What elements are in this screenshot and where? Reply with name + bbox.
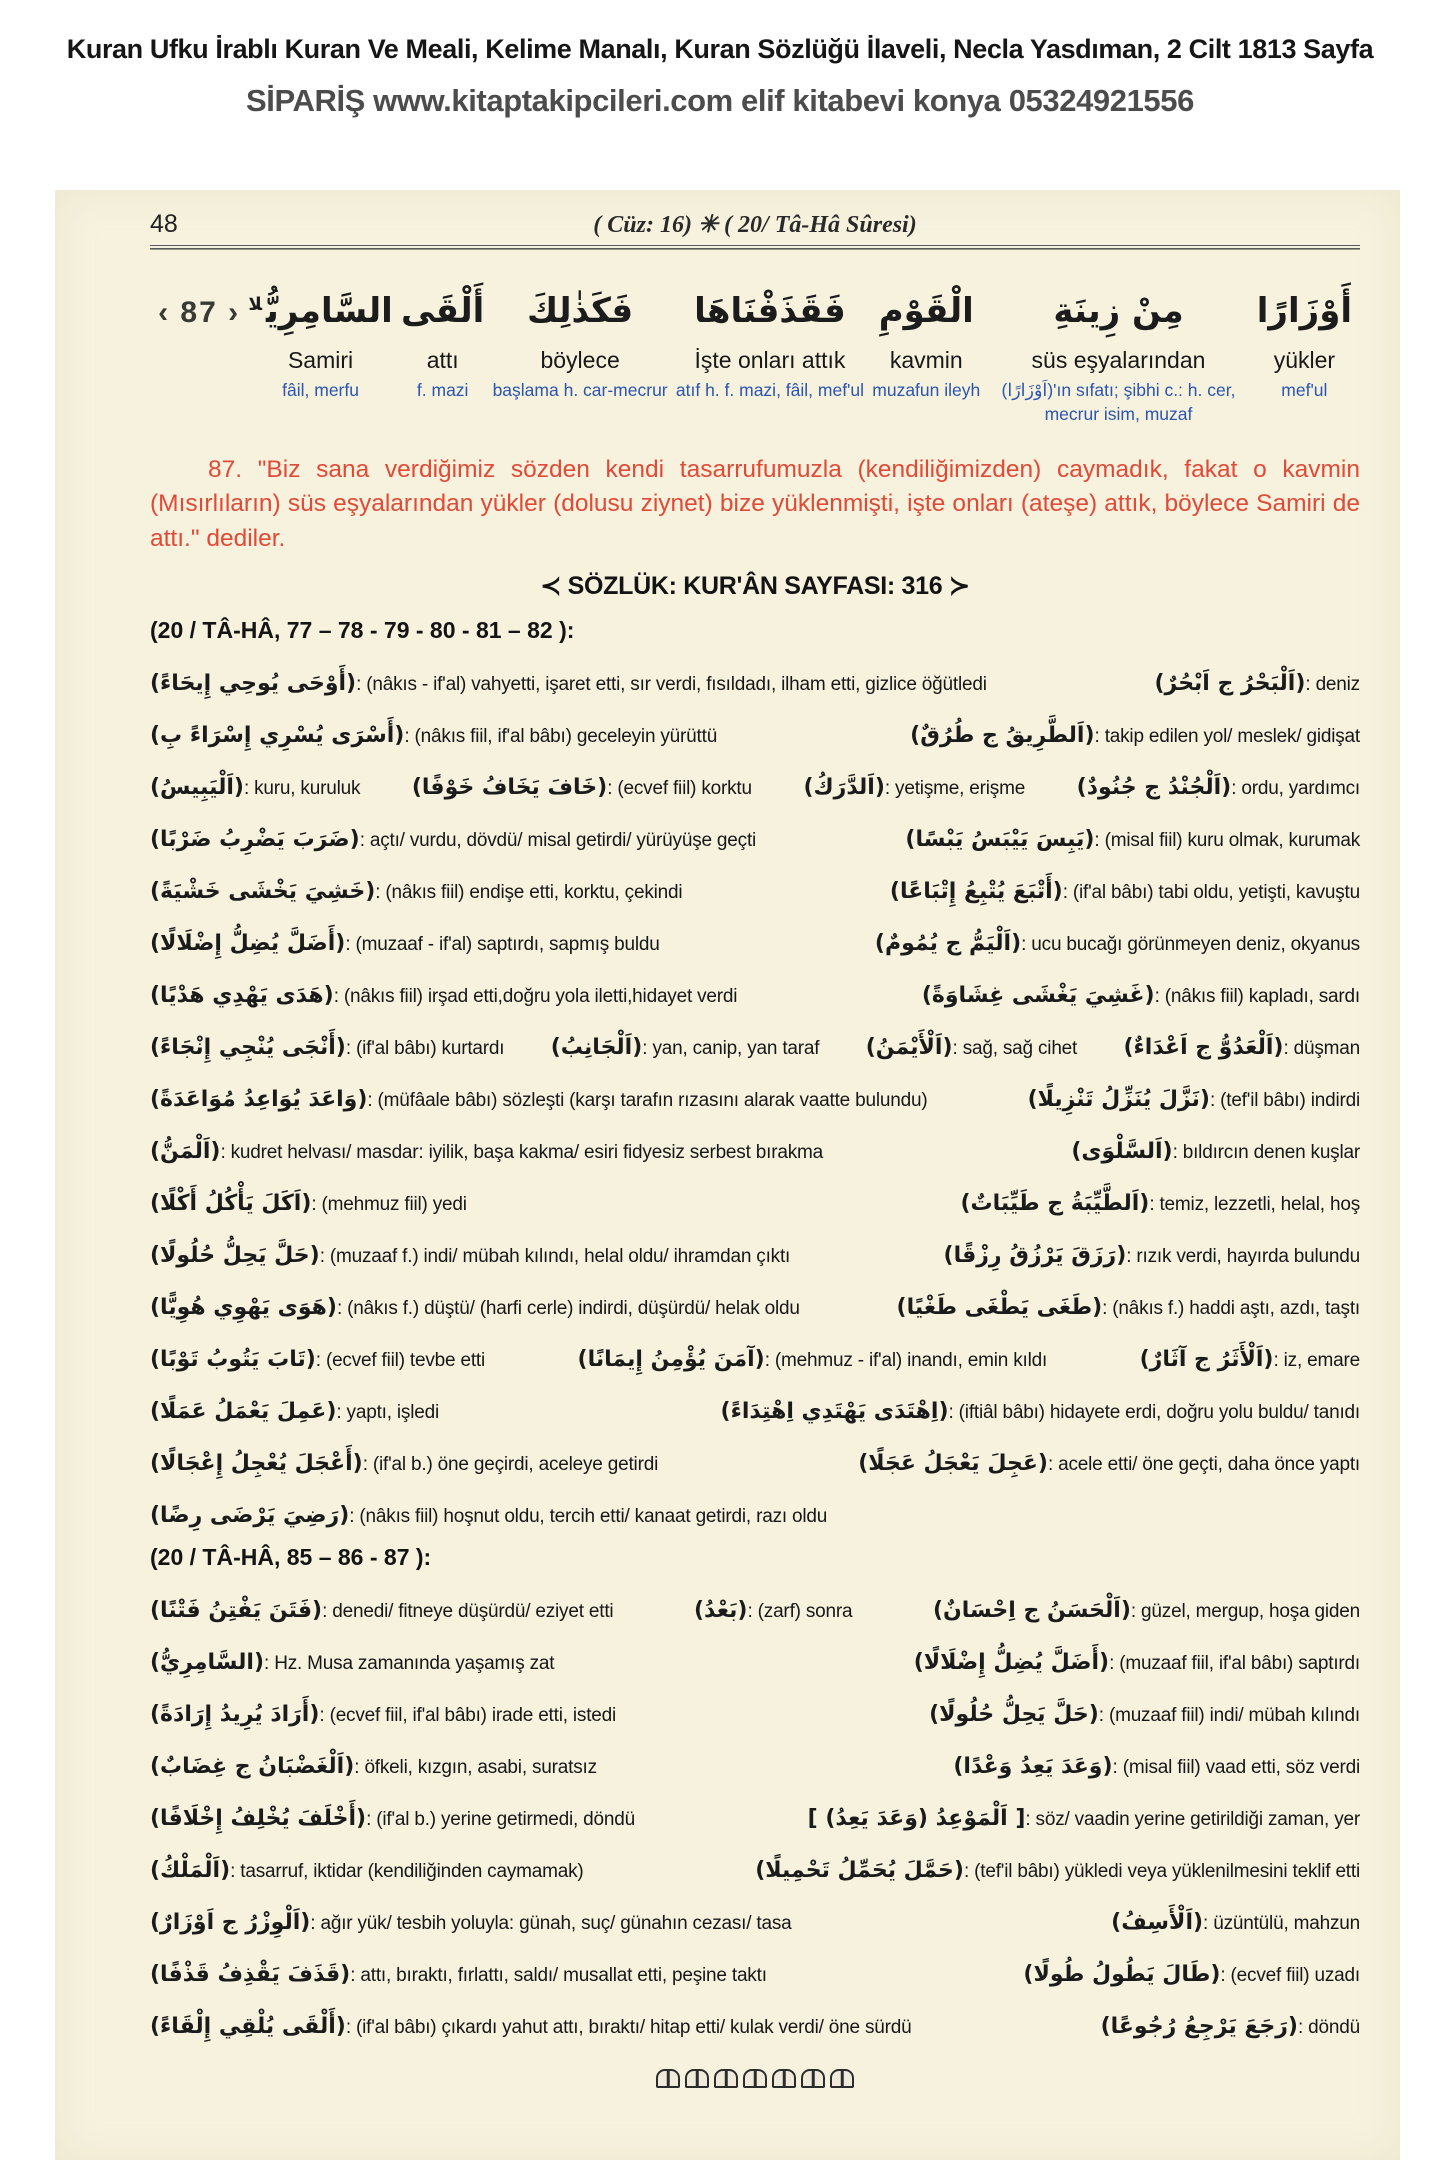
turkish-meaning: : söz/ vaadin yerine getirildiği zaman, yer xyxy=(1025,1809,1360,1831)
dictionary-entry xyxy=(1028,1087,1360,1112)
turkish-meaning: : (if'al b.) öne geçirdi, aceleye getirdi xyxy=(362,1454,659,1476)
turkish-meaning: : (tef'il bâbı) indirdi xyxy=(1209,1090,1360,1112)
dictionary-entry xyxy=(858,1451,1360,1476)
dictionary-line xyxy=(150,1754,1360,1779)
dictionary-line xyxy=(150,931,1360,956)
turkish-meaning: : (müfâale bâbı) sözleşti (karşı tarafın rızasını alarak vaatte bulundu) xyxy=(367,1090,928,1112)
turkish-meaning: : Hz. Musa zamanında yaşamış zat xyxy=(264,1653,555,1675)
dictionary-line xyxy=(150,1399,1360,1424)
top-banner xyxy=(0,0,1440,119)
turkish-meaning: : (if'al bâbı) çıkardı yahut attı, bıraktı/ hitap etti/ kulak verdi/ öne sürdü xyxy=(345,2017,912,2039)
open-book-icon xyxy=(656,2069,680,2088)
footer-ornaments xyxy=(150,2069,1360,2088)
dictionary-line xyxy=(150,1347,1360,1372)
arabic-term: (أَضَلَّ يُضِلُّ إِضْلَالًا) xyxy=(913,1650,1110,1676)
dictionary-entry xyxy=(150,1347,485,1372)
turkish-meaning: : düşman xyxy=(1283,1038,1360,1060)
arabic-term: (هَدَى يَهْدِي هَدْيًا) xyxy=(150,983,334,1009)
dictionary-entry xyxy=(150,1035,504,1060)
arabic-term: (قَذَفَ يَقْذِفُ قَذْفًا) xyxy=(150,1962,351,1988)
turkish-meaning: : (muzaaf fiil) indi/ mübah kılındı xyxy=(1098,1705,1360,1727)
dictionary-entry xyxy=(897,1295,1360,1320)
dictionary-entry xyxy=(1123,1035,1360,1060)
arabic-term: (أَلْقَى يُلْقِي إِلْقَاءً) xyxy=(150,2014,346,2040)
dictionary-entry xyxy=(960,1191,1360,1216)
turkish-meaning: : yetişme, erişme xyxy=(884,778,1026,800)
dictionary-line xyxy=(150,775,1360,800)
arabic-term: (أَضَلَّ يُضِلُّ إِضْلَالًا) xyxy=(150,931,346,957)
dictionary-entry xyxy=(150,1806,635,1831)
dictionary-entry xyxy=(721,1399,1360,1424)
dictionary-entry xyxy=(933,1598,1360,1623)
dictionary-line xyxy=(150,879,1360,904)
turkish-meaning: : ordu, yardımcı xyxy=(1231,778,1360,800)
dictionary-entry xyxy=(150,1858,584,1883)
dictionary-entry xyxy=(150,931,660,956)
arabic-word: السَّامِرِيُّ$^{لا}$ xyxy=(248,291,393,331)
arabic-term: (اَلْمَلْكُ) xyxy=(150,1858,231,1884)
dictionary-entry xyxy=(944,1243,1360,1268)
dictionary-entry xyxy=(150,983,737,1008)
order-info-line: SİPARİŞ www.kitaptakipcileri.com elif kitabevi konya 05324921556 xyxy=(246,83,1194,118)
turkish-meaning: : (zarf) sonra xyxy=(747,1601,853,1623)
turkish-meaning: : denedi/ fitneye düşürdü/ eziyet etti xyxy=(322,1601,614,1623)
dictionary-entry xyxy=(953,1754,1360,1779)
header-rule xyxy=(150,245,1360,250)
page-number: 48 xyxy=(150,210,178,238)
turkish-meaning: : yan, canip, yan taraf xyxy=(642,1038,820,1060)
word-meaning: İşte onları attık xyxy=(694,347,846,373)
page-header-title: ( Cüz: 16) ✳ ( 20/ Tâ-Hâ Sûresi) xyxy=(593,212,917,238)
verse-number-marker: ‹ 87 › xyxy=(158,296,241,329)
arabic-word: الْقَوْمِ xyxy=(878,291,974,331)
turkish-meaning: : (ecvef fiil) tevbe etti xyxy=(315,1350,486,1372)
arabic-term: (رَزَقَ يَرْزُقُ رِزْقًا) xyxy=(943,1243,1127,1269)
arabic-term: (طَغَى يَطْغَى طَغْيًا) xyxy=(896,1295,1103,1321)
dictionary-entry xyxy=(914,1650,1360,1675)
arabic-term: (اَلْأَسِفُ) xyxy=(1111,1910,1204,1936)
dictionary-line xyxy=(150,671,1360,696)
verse-word-column xyxy=(676,286,864,403)
dictionary-line xyxy=(150,1035,1360,1060)
dictionary-entry xyxy=(1140,1347,1360,1372)
arabic-term: (عَجِلَ يَعْجَلُ عَجَلًا) xyxy=(858,1451,1048,1477)
arabic-term: (تَابَ يَتُوبُ تَوْبًا) xyxy=(150,1347,316,1373)
dictionary-entry xyxy=(150,1139,823,1164)
dictionary-entry xyxy=(150,1087,927,1112)
open-book-icon xyxy=(685,2069,709,2088)
turkish-meaning: : (muzaaf f.) indi/ mübah kılındı, helal oldu/ ihramdan çıktı xyxy=(319,1246,791,1268)
turkish-meaning: : (iftiâl bâbı) hidayete erdi, doğru yolu buldu/ tanıdı xyxy=(948,1402,1360,1424)
book-title: Kuran Ufku İrablı Kuran Ve Meali, Kelime Manalı, Kuran Sözlüğü İlaveli, Necla Yasdıman, 2 Cilt 1813 Sayfa xyxy=(66,34,1374,64)
grammar-note: muzafun ileyh xyxy=(872,380,981,401)
arabic-term: [ اَلْمَوْعِدُ (وَعَدَ يَعِدُ) ] xyxy=(807,1806,1026,1832)
word-meaning: yükler xyxy=(1273,347,1336,373)
dictionary-entry xyxy=(150,2014,912,2039)
dictionary-entry xyxy=(694,1598,852,1623)
grammar-note: başlama h. car-mecrur xyxy=(492,380,668,401)
grammar-note: (اَوْزَارًا)'ın sıfatı; şibhi c.: h. cer, mecrur isim, muzaf xyxy=(1001,380,1236,425)
turkish-meaning: : attı, bıraktı, fırlattı, saldı/ musallat etti, peşine taktı xyxy=(350,1965,767,1987)
dictionary-entry xyxy=(150,1598,613,1623)
open-book-icon xyxy=(772,2069,796,2088)
dictionary-entry xyxy=(1101,2014,1360,2039)
turkish-meaning: : (nâkıs fiil) irşad etti,doğru yola iletti,hidayet verdi xyxy=(333,986,738,1008)
arabic-term: (اَلْحَسَنُ ج اِحْسَانٌ) xyxy=(932,1598,1131,1624)
dictionary-entry xyxy=(150,1910,792,1935)
turkish-meaning: : kudret helvası/ masdar: iyilik, başa kakma/ esiri fidyesiz serbest bırakma xyxy=(220,1142,823,1164)
dictionary-entry xyxy=(150,671,987,696)
dictionary-entry xyxy=(150,1243,790,1268)
arabic-term: (اَلدَّرَكُ) xyxy=(803,775,885,801)
dictionary-entry xyxy=(150,879,682,904)
arabic-term: (غَشِيَ يَغْشَى غِشَاوَةً) xyxy=(921,983,1155,1009)
turkish-meaning: : iz, emare xyxy=(1273,1350,1360,1372)
arabic-term: (أَرَادَ يُرِيدُ إِرَادَةً) xyxy=(150,1702,320,1728)
turkish-meaning: : tasarruf, iktidar (kendiliğinden caymamak) xyxy=(230,1861,584,1883)
arabic-term: (اَلْيَمُّ ج يُمُومٌ) xyxy=(874,931,1022,957)
dictionary-entry xyxy=(150,1399,439,1424)
dictionary-entry xyxy=(412,775,752,800)
turkish-meaning: : ucu bucağı görünmeyen deniz, okyanus xyxy=(1021,934,1360,956)
dictionary-entry xyxy=(150,1451,658,1476)
dictionary-entry xyxy=(150,1702,616,1727)
turkish-meaning: : (mehmuz fiil) yedi xyxy=(311,1194,467,1216)
dictionary-entry xyxy=(150,723,717,748)
turkish-meaning: : acele etti/ öne geçti, daha önce yaptı xyxy=(1047,1454,1360,1476)
turkish-meaning: : kuru, kuruluk xyxy=(243,778,361,800)
dictionary-line xyxy=(150,723,1360,748)
dictionary-line xyxy=(150,2014,1360,2039)
dictionary-entry xyxy=(1023,1962,1360,1987)
dictionary-entry xyxy=(905,827,1360,852)
dictionary-entry xyxy=(150,1754,597,1779)
book-page-scan xyxy=(55,190,1400,2160)
arabic-term: (يَبِسَ يَيْبَسُ يَبْسًا) xyxy=(905,827,1095,853)
arabic-term: (اَلْغَضْبَانُ ج غِضَابٌ) xyxy=(150,1754,355,1780)
arabic-term: (اَلْوِزْرُ ج اَوْزَارٌ) xyxy=(150,1910,311,1936)
turkish-meaning: : sağ, sağ cihet xyxy=(952,1038,1078,1060)
grammar-note: fâil, merfu xyxy=(282,380,359,401)
arabic-term: (اَلْأَثَرُ ج آثَارٌ) xyxy=(1139,1347,1274,1373)
turkish-meaning: : ağır yük/ tesbih yoluyla: günah, suç/ günahın cezası/ tasa xyxy=(310,1913,792,1935)
page-header xyxy=(150,210,1360,239)
word-meaning: böylece xyxy=(540,347,620,373)
arabic-word: أَلْقَى xyxy=(401,291,485,331)
turkish-meaning: : rızık verdi, hayırda bulundu xyxy=(1126,1246,1360,1268)
dictionary-entry xyxy=(578,1347,1048,1372)
turkish-meaning: : yaptı, işledi xyxy=(336,1402,439,1424)
dictionary-line xyxy=(150,1191,1360,1216)
dictionary-entry xyxy=(755,1858,1360,1883)
dictionary-entry xyxy=(929,1702,1360,1727)
arabic-term: (السَّامِرِيُّ) xyxy=(150,1650,265,1676)
verse-word-column xyxy=(493,286,668,403)
grammar-note: mef'ul xyxy=(1281,380,1328,401)
arabic-term: (عَمِلَ يَعْمَلُ عَمَلًا) xyxy=(150,1399,337,1425)
dictionary-line xyxy=(150,1243,1360,1268)
turkish-meaning: : (nâkıs - if'al) vahyetti, işaret etti, sır verdi, fısıldadı, ilham etti, gizlice öğütledi xyxy=(356,674,987,696)
arabic-stop-mark: لا xyxy=(248,293,263,315)
arabic-term: (طَالَ يَطُولُ طُولًا) xyxy=(1023,1962,1221,1988)
turkish-meaning: : (if'al bâbı) kurtardı xyxy=(345,1038,505,1060)
dictionary-body xyxy=(150,617,1360,2039)
turkish-meaning: : (nâkıs fiil, if'al bâbı) geceleyin yürüttü xyxy=(404,726,718,748)
arabic-term: (اَلطَّرِيقُ ج طُرُقٌ) xyxy=(910,723,1095,749)
arabic-term: (وَعَدَ يَعِدُ وَعْدًا) xyxy=(953,1754,1113,1780)
arabic-term: (بَعْدُ) xyxy=(693,1598,748,1624)
turkish-meaning: : (ecvef fiil, if'al bâbı) irade etti, istedi xyxy=(319,1705,617,1727)
verse-word-column xyxy=(401,286,484,403)
dictionary-entry xyxy=(150,827,756,852)
dictionary-line xyxy=(150,1598,1360,1623)
turkish-meaning: : bıldırcın denen kuşlar xyxy=(1172,1142,1360,1164)
verse-word-row xyxy=(150,286,1360,427)
dictionary-line xyxy=(150,827,1360,852)
dictionary-entry xyxy=(150,1191,467,1216)
arabic-term: (أَوْحَى يُوحِي إِيحَاءً) xyxy=(150,671,357,697)
dictionary-entry xyxy=(150,1650,554,1675)
arabic-term: (اَلسَّلْوَى) xyxy=(1071,1139,1173,1165)
turkish-meaning: : (if'al b.) yerine getirmedi, döndü xyxy=(366,1809,635,1831)
turkish-meaning: : (muzaaf - if'al) saptırdı, sapmış buldu xyxy=(345,934,660,956)
turkish-meaning: : (misal fiil) kuru olmak, kurumak xyxy=(1094,830,1360,852)
dictionary-line xyxy=(150,1087,1360,1112)
turkish-meaning: : (ecvef fiil) korktu xyxy=(607,778,752,800)
arabic-word: فَقَذَفْنَاهَا xyxy=(694,291,846,331)
verse-translation-red: 87. "Biz sana verdiğimiz sözden kendi tasarrufumuzla (kendiliğimizden) caymadık, fakat o kavmin (Mısırlıların) süs eşyalarından yükler (dolusu ziynet) bize yüklenmişti, işte onları (ateşe) attık, böylece Samiri de attı." dediler. xyxy=(150,455,1360,553)
arabic-word: فَكَذٰلِكَ xyxy=(527,291,634,331)
arabic-term: (اَلْجُنْدُ ج جُنُودٌ) xyxy=(1076,775,1232,801)
dictionary-entry xyxy=(910,723,1360,748)
arabic-word: أَوْزَارًا xyxy=(1256,291,1352,331)
turkish-meaning: : (muzaaf fiil, if'al bâbı) saptırdı xyxy=(1109,1653,1360,1675)
turkish-meaning: : (mehmuz - if'al) inandı, emin kıldı xyxy=(764,1350,1048,1372)
dictionary-line xyxy=(150,1139,1360,1164)
dictionary-line xyxy=(150,1910,1360,1935)
verse-word-column xyxy=(248,286,392,403)
word-meaning: süs eşyalarından xyxy=(1031,347,1206,373)
verse-word-column xyxy=(872,286,980,403)
arabic-term: (هَوَى يَهْوِي هُوِيًّا) xyxy=(150,1295,337,1321)
dictionary-entry xyxy=(922,983,1360,1008)
arabic-term: (اَلْيَبِيسُ) xyxy=(150,775,244,801)
arabic-term: (اَلطَّيِّبَةُ ج طَيِّبَاتٌ) xyxy=(960,1191,1150,1217)
arabic-term: (فَتَنَ يَفْتِنُ فَتْنًا) xyxy=(150,1598,323,1624)
verse-word-column xyxy=(989,286,1249,427)
dictionary-line xyxy=(150,1858,1360,1883)
dictionary-entry xyxy=(1154,671,1360,696)
grammar-note: f. mazi xyxy=(416,380,469,401)
dictionary-line xyxy=(150,1503,1360,1528)
dictionary-entry xyxy=(803,775,1025,800)
dictionary-line xyxy=(150,1650,1360,1675)
arabic-term: (أَعْجَلَ يُعْجِلُ إِعْجَالًا) xyxy=(150,1451,363,1477)
dictionary-entry xyxy=(875,931,1360,956)
arabic-term: (حَلَّ يَحِلُّ حُلُولًا) xyxy=(150,1243,320,1269)
grammar-note: atıf h. f. mazi, fâil, mef'ul xyxy=(675,380,865,401)
arabic-term: (رَضِيَ يَرْضَى رِضًا) xyxy=(150,1503,350,1529)
turkish-meaning: : (nâkıs fiil) endişe etti, korktu, çekindi xyxy=(375,882,683,904)
dictionary-line xyxy=(150,1806,1360,1831)
arabic-term: (رَجَعَ يَرْجِعُ رُجُوعًا) xyxy=(1100,2014,1298,2040)
dictionary-line xyxy=(150,1702,1360,1727)
turkish-meaning: : (tef'il bâbı) yükledi veya yüklenilmesini teklif etti xyxy=(963,1861,1360,1883)
turkish-meaning: : (misal fiil) vaad etti, söz verdi xyxy=(1112,1757,1360,1779)
dictionary-line xyxy=(150,1451,1360,1476)
dictionary-entry xyxy=(150,1962,767,1987)
arabic-term: (اَلْجَانِبُ) xyxy=(550,1035,643,1061)
turkish-meaning: : döndü xyxy=(1298,2017,1360,2039)
arabic-term: (وَاعَدَ يُوَاعِدُ مُوَاعَدَةً) xyxy=(150,1087,368,1113)
open-book-icon xyxy=(830,2069,854,2088)
dictionary-section-heading: (20 / TÂ-HÂ, 77 – 78 - 79 - 80 - 81 – 82 ): xyxy=(150,617,575,644)
dictionary-line xyxy=(150,1962,1360,1987)
dictionary-entry xyxy=(150,1295,800,1320)
arabic-term: (أَخْلَفَ يُخْلِفُ إِخْلَافًا) xyxy=(150,1806,367,1832)
dictionary-line xyxy=(150,983,1360,1008)
arabic-term: (خَشِيَ يَخْشَى خَشْيَةً) xyxy=(150,879,376,905)
dictionary-section-heading: (20 / TÂ-HÂ, 85 – 86 - 87 ): xyxy=(150,1544,432,1571)
arabic-term: (خَافَ يَخَافُ خَوْفًا) xyxy=(411,775,608,801)
word-meaning: Samiri xyxy=(287,347,354,373)
dictionary-entry xyxy=(1071,1139,1360,1164)
arabic-term: (اَلْأَيْمَنُ) xyxy=(865,1035,953,1061)
word-meaning: kavmin xyxy=(889,347,963,373)
arabic-term: (حَمَّلَ يُحَمِّلُ تَحْمِيلًا) xyxy=(755,1858,964,1884)
arabic-term: (آمَنَ يُؤْمِنُ إِيمَانًا) xyxy=(577,1347,765,1373)
dictionary-entry xyxy=(1111,1910,1360,1935)
dictionary-entry xyxy=(1077,775,1360,800)
dictionary-entry xyxy=(866,1035,1077,1060)
dictionary-entry xyxy=(808,1806,1360,1831)
arabic-term: (أَتْبَعَ يُتْبِعُ إِتْبَاعًا) xyxy=(889,879,1063,905)
turkish-meaning: : açtı/ vurdu, dövdü/ misal getirdi/ yürüyüşe geçti xyxy=(359,830,757,852)
open-book-icon xyxy=(714,2069,738,2088)
arabic-term: (نَزَّلَ يُنَزِّلُ تَنْزِيلًا) xyxy=(1027,1087,1210,1113)
dictionary-entry xyxy=(551,1035,820,1060)
turkish-meaning: : deniz xyxy=(1305,674,1360,696)
verse-word-column xyxy=(1257,286,1352,403)
arabic-term: (أَنْجَى يُنْجِي إِنْجَاءً) xyxy=(150,1035,346,1061)
arabic-term: (اَلْبَحْرُ ج اَبْحُرٌ) xyxy=(1154,671,1306,697)
word-meaning: attı xyxy=(426,347,459,373)
arabic-term: (حَلَّ يَحِلُّ حُلُولًا) xyxy=(929,1702,1099,1728)
arabic-word: مِنْ زِينَةِ xyxy=(1053,291,1184,331)
turkish-meaning: : takip edilen yol/ meslek/ gidişat xyxy=(1094,726,1360,748)
turkish-meaning: : (if'al bâbı) tabi oldu, yetişti, kavuştu xyxy=(1062,882,1360,904)
turkish-meaning: : üzüntülü, mahzun xyxy=(1203,1913,1360,1935)
open-book-icon xyxy=(743,2069,767,2088)
turkish-meaning: : (nâkıs f.) haddi aştı, azdı, taştı xyxy=(1102,1298,1360,1320)
turkish-meaning: : (nâkıs fiil) hoşnut oldu, tercih etti/ kanaat getirdi, razı oldu xyxy=(349,1506,828,1528)
turkish-meaning: : güzel, mergup, hoşa giden xyxy=(1130,1601,1360,1623)
arabic-term: (اَكَلَ يَأْكُلُ أَكْلًا) xyxy=(150,1191,312,1217)
turkish-meaning: : temiz, lezzetli, helal, hoş xyxy=(1149,1194,1360,1216)
dictionary-entry xyxy=(890,879,1360,904)
open-book-icon xyxy=(801,2069,825,2088)
dictionary-entry xyxy=(150,1503,827,1528)
turkish-meaning: : öfkeli, kızgın, asabi, suratsız xyxy=(354,1757,597,1779)
arabic-term: (أَسْرَى يُسْرِي إِسْرَاءً بِ) xyxy=(150,723,405,749)
arabic-term: (اَلْعَدُوُّ ج اَعْدَاءٌ) xyxy=(1123,1035,1284,1061)
turkish-meaning: : (nâkıs fiil) kapladı, sardı xyxy=(1154,986,1360,1008)
arabic-term: (ضَرَبَ يَضْرِبُ ضَرْبًا) xyxy=(150,827,360,853)
dictionary-header: ≺ SÖZLÜK: KUR'ÂN SAYFASI: 316 ≻ xyxy=(540,572,970,601)
arabic-term: (اِهْتَدَى يَهْتَدِي اِهْتِدَاءً) xyxy=(720,1399,949,1425)
dictionary-line xyxy=(150,1295,1360,1320)
turkish-meaning: : (ecvef fiil) uzadı xyxy=(1220,1965,1360,1987)
dictionary-entry xyxy=(150,775,360,800)
turkish-meaning: : (nâkıs f.) düştü/ (harfi cerle) indirdi, düşürdü/ helak oldu xyxy=(336,1298,800,1320)
arabic-term: (اَلْمَنُّ) xyxy=(150,1139,221,1165)
